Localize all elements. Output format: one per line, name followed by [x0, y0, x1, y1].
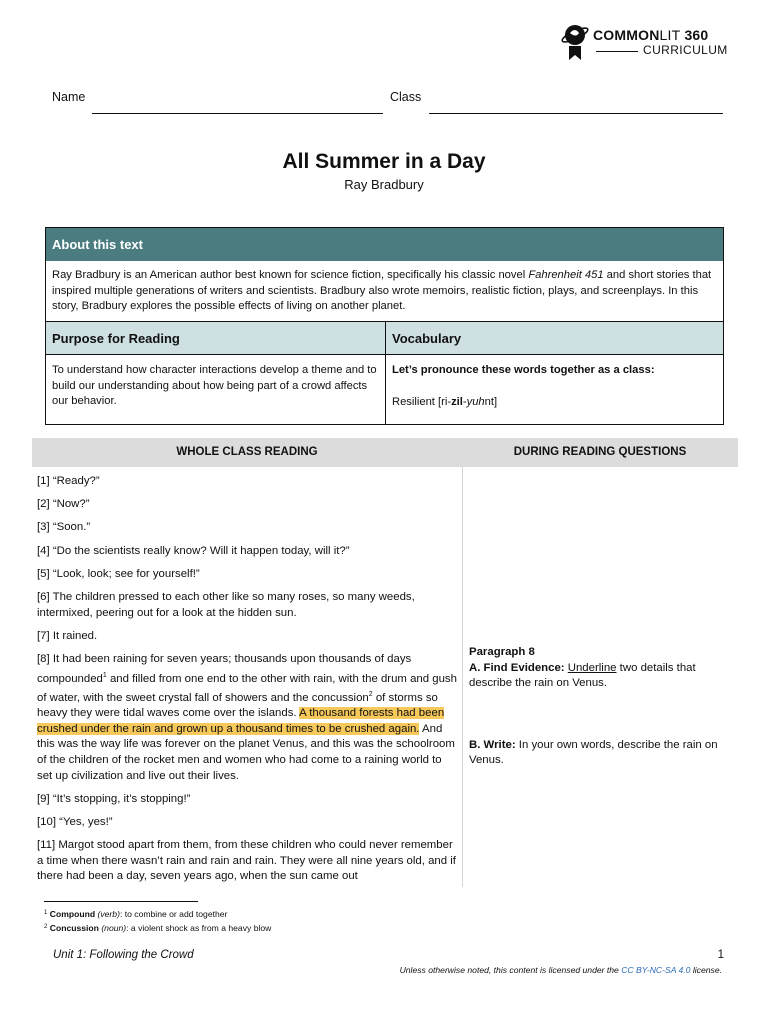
paragraph-8: [8] It had been raining for seven years; thousands upon thousands of days compounded$^1$ and filled from one end to the other with rain, with the drum and gush of water, with the sweet crystal fall of showers and the concussion$^2$ of storms so heavy they were tidal waves come over the islands. A thousand forests had been crushed under the rain and grown up a thousand times to be crushed again. And this was the way life was forever on the planet Venus, and this was the schoolroom of the children of the rocket men and women who had come to a raining world to set up civilization and live out their lives.	[37, 652, 457, 782]
commonlit-logo	[560, 22, 730, 64]
page-number: 1	[717, 949, 724, 961]
vocabulary-heading: Vocabulary	[386, 322, 723, 355]
paragraph-3: [3] “Soon.”	[37, 521, 91, 534]
commonlit-logo-icon	[560, 22, 590, 62]
class-label: Class	[390, 90, 422, 104]
paragraph-2: [2] “Now?”	[37, 498, 90, 511]
logo-subtitle: CURRICULUM	[643, 43, 728, 57]
vocabulary-instruction: Let’s pronounce these words together as a class:	[392, 364, 655, 376]
author: Ray Bradbury	[344, 177, 424, 192]
about-text: Ray Bradbury is an American author best known for science fiction, specifically his classic novel Fahrenheit 451 and short stories that inspired multiple generations of writers and scientists. Bradbury also wrote memoirs, realistic fiction, plays, and screenplays. In this story, Bradbury explores the possible effects of living on another planet.	[46, 261, 723, 322]
paragraph-10: [10] “Yes, yes!”	[37, 816, 113, 829]
logo-rule	[596, 51, 638, 52]
name-label: Name	[52, 90, 86, 104]
license-link[interactable]: CC BY-NC-SA 4.0	[621, 965, 691, 975]
name-field[interactable]	[92, 113, 383, 114]
paragraph-1: [1] “Ready?”	[37, 475, 100, 487]
info-table	[45, 227, 724, 425]
vocabulary-cell	[386, 355, 723, 418]
paragraph-11: [11] Margot stood apart from them, from these children who could never remember a time when there wasn’t rain and rain and rain. They were all nine years old, and if there had been a day, seven years ago, when the sun came out	[37, 839, 456, 883]
reading-questions	[469, 645, 729, 769]
license-notice: Unless otherwise noted, this content is licensed under the CC BY-NC-SA 4.0 license.	[399, 965, 722, 975]
paragraph-7: [7] It rained.	[37, 629, 98, 642]
question-paragraph-label: Paragraph 8	[469, 646, 535, 658]
purpose-heading: Purpose for Reading	[46, 322, 385, 355]
footnote-1: $^1$ Compound (verb): to combine or add together	[44, 909, 228, 919]
purpose-text: To understand how character interactions develop a theme and to build our understanding about how being part of a crowd affects our behavior.	[52, 364, 377, 407]
highlighted-text: A thousand forests had been crushed under the rain and grown up a thousand times to be crushed again.	[37, 707, 445, 735]
logo-brand-text: COMMONLIT 360	[593, 27, 709, 43]
vocabulary-word: Resilient [ri-zil-yuhnt]	[392, 395, 498, 408]
question-b: B. Write: In your own words, describe the rain on Venus.	[469, 738, 718, 767]
about-heading: About this text	[46, 228, 723, 261]
paragraph-9: [9] “It’s stopping, it’s stopping!”	[37, 792, 191, 805]
footnote-rule	[44, 901, 198, 902]
class-field[interactable]	[429, 113, 723, 114]
column-divider	[462, 467, 463, 887]
unit-label: Unit 1: Following the Crowd	[53, 949, 194, 961]
reading-text	[37, 474, 459, 893]
page-title: All Summer in a Day	[282, 150, 486, 173]
footnote-2: $^2$ Concussion (noun): a violent shock as from a heavy blow	[44, 922, 272, 933]
paragraph-4: [4] “Do the scientists really know? Will it happen today, will it?”	[37, 544, 350, 557]
paragraph-6: [6] The children pressed to each other like so many roses, so many weeds, intermixed, peering out for a look at the hidden sun.	[37, 590, 415, 619]
footnotes	[44, 907, 271, 934]
book-title: Fahrenheit 451	[528, 269, 604, 281]
question-a: A. Find Evidence: Underline two details that describe the rain on Venus.	[469, 661, 696, 690]
reading-column-header: WHOLE CLASS READING	[32, 438, 462, 467]
questions-column-header: DURING READING QUESTIONS	[462, 438, 738, 467]
paragraph-5: [5] “Look, look; see for yourself!”	[37, 567, 200, 580]
